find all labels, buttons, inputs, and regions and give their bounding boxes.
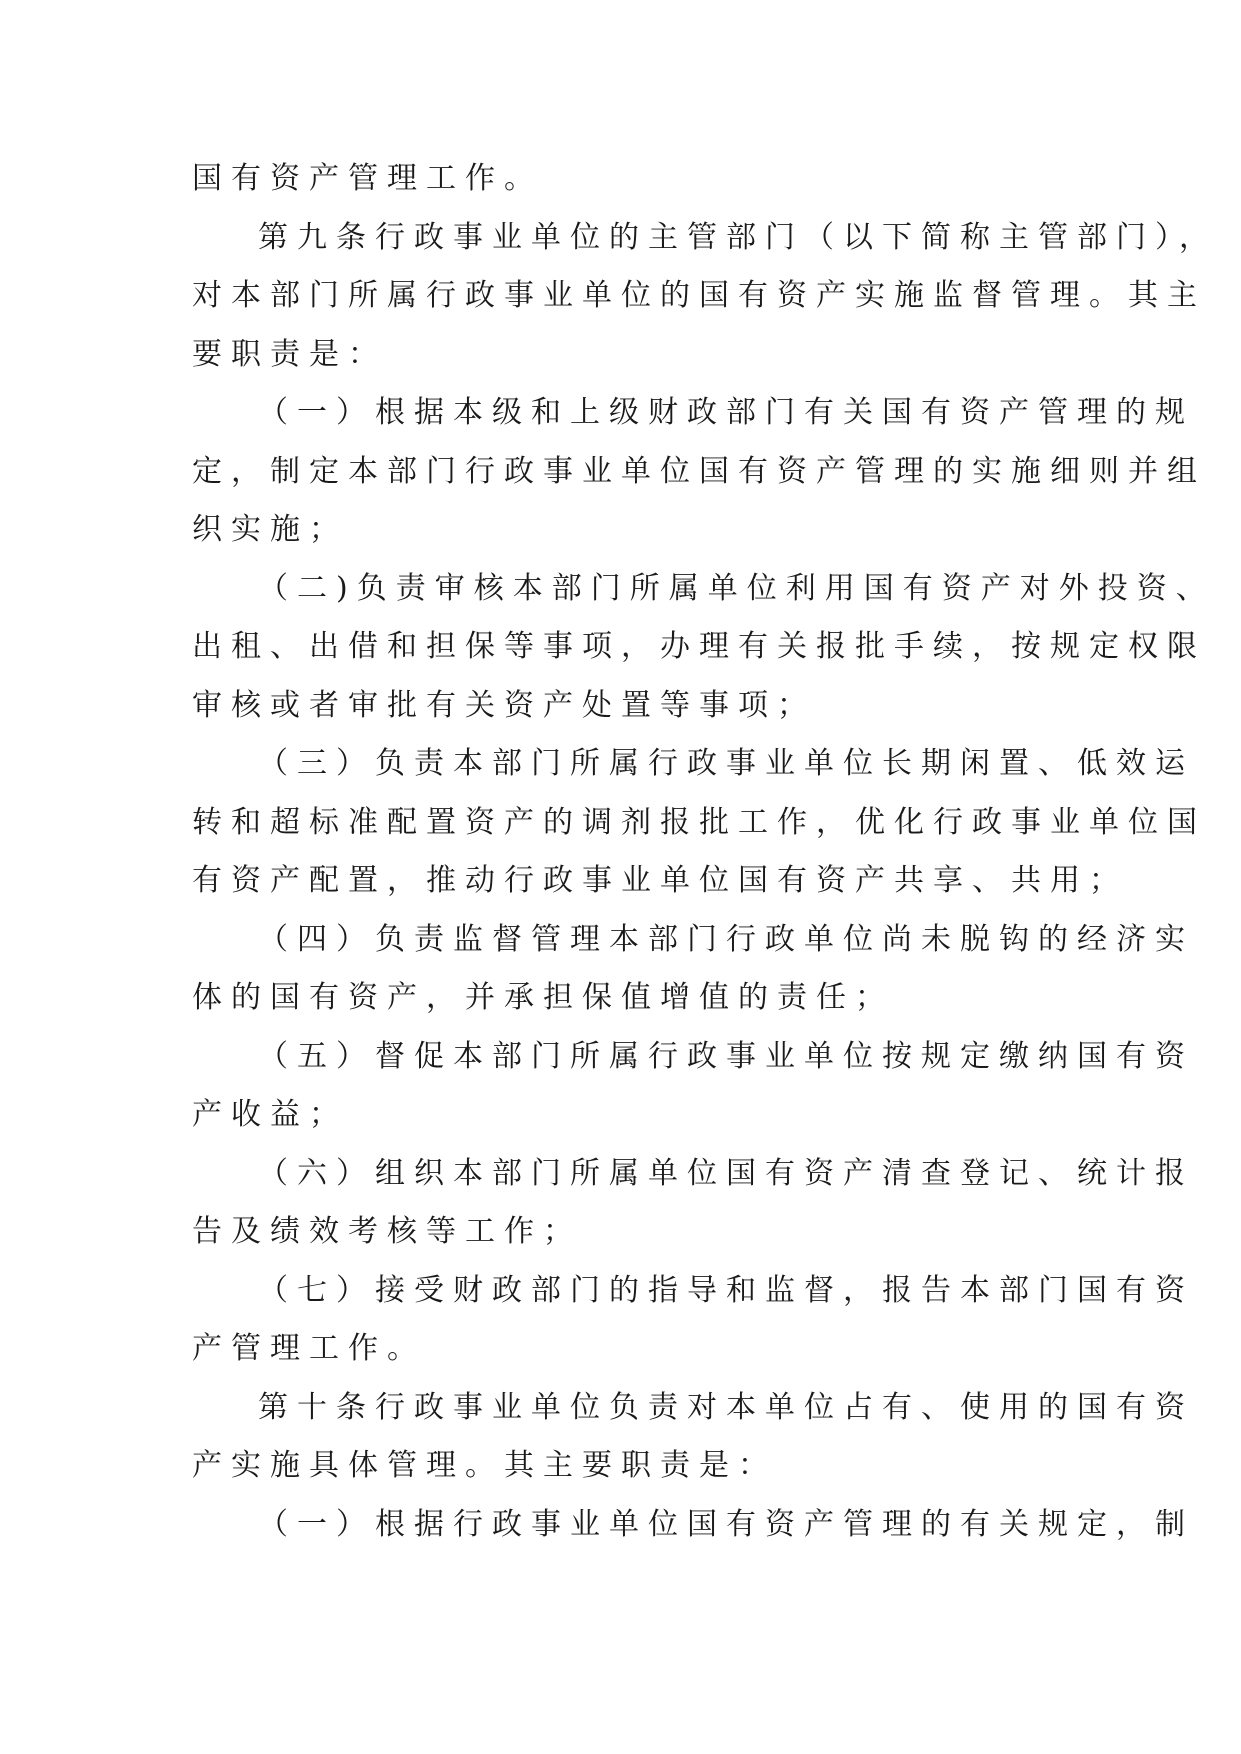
text-line: 出租、出借和担保等事项，办理有关报批手续，按规定权限	[192, 629, 1206, 664]
text-line: 国有资产管理工作。	[192, 161, 543, 196]
text-line: 告及绩效考核等工作；	[192, 1214, 582, 1249]
text-line: 产管理工作。	[192, 1331, 426, 1366]
text-line: （六）组织本部门所属单位国有资产清查登记、统计报	[258, 1155, 1194, 1191]
text-line: 产收益；	[192, 1097, 348, 1132]
text-line: （五）督促本部门所属行政事业单位按规定缴纳国有资	[258, 1038, 1194, 1074]
text-line: 要职责是：	[192, 336, 387, 372]
text-line: （三）负责本部门所属行政事业单位长期闲置、低效运	[258, 746, 1194, 781]
text-line: 有资产配置，推动行政事业单位国有资产共享、共用；	[192, 863, 1128, 898]
text-line: 转和超标准配置资产的调剂报批工作，优化行政事业单位国	[192, 804, 1206, 840]
text-line: 体的国有资产，并承担保值增值的责任；	[192, 980, 894, 1015]
text-line: 织实施；	[192, 512, 348, 547]
text-line: （一）根据本级和上级财政部门有关国有资产管理的规	[258, 395, 1194, 430]
text-line: （四）负责监督管理本部门行政单位尚未脱钩的经济实	[258, 921, 1194, 957]
text-line: （二)负责审核本部门所属单位利用国有资产对外投资、	[258, 570, 1215, 606]
document-page	[192, 150, 1218, 1554]
text-line: 对本部门所属行政事业单位的国有资产实施监督管理。其主	[192, 278, 1206, 313]
text-line: 第九条行政事业单位的主管部门（以下简称主管部门），	[258, 219, 1218, 255]
text-line: 第十条行政事业单位负责对本单位占有、使用的国有资	[258, 1389, 1194, 1425]
text-line: （一）根据行政事业单位国有资产管理的有关规定，制	[258, 1506, 1194, 1542]
text-line: 定，制定本部门行政事业单位国有资产管理的实施细则并组	[192, 453, 1206, 489]
text-line: 产实施具体管理。其主要职责是：	[192, 1448, 777, 1483]
text-line: 审核或者审批有关资产处置等事项；	[192, 687, 816, 723]
text-line: （七）接受财政部门的指导和监督，报告本部门国有资	[258, 1272, 1194, 1308]
